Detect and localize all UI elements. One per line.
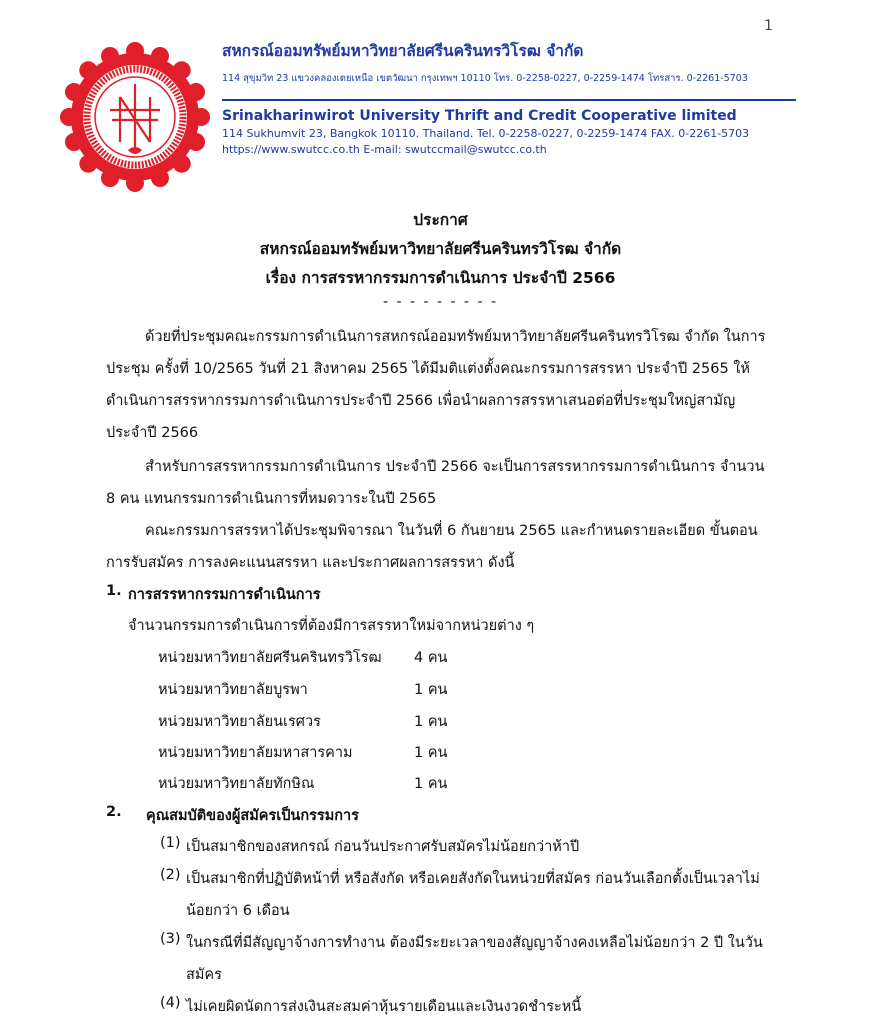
- unit-count: 1 คน: [414, 776, 448, 792]
- unit-count: 1 คน: [414, 714, 448, 730]
- title-separator: - - - - - - - - -: [382, 294, 499, 310]
- announcement-title: ประกาศ: [413, 211, 468, 229]
- english-address: 114 Sukhumvit 23, Bangkok 10110. Thailand. Tel. 0-2258-0227, 0-2259-1474 FAX. 0-2261-5703: [222, 127, 750, 140]
- paragraph-3-line-2: การรับสมัคร การลงคะแนนสรรหา และประกาศผลการสรรหา ดังนี้: [106, 555, 515, 571]
- paragraph-2-line-1: สำหรับการสรรหากรรมการดำเนินการ ประจำปี 2566 จะเป็นการสรรหากรรมการดำเนินการ จำนวน: [145, 459, 765, 475]
- paragraph-2-line-2: 8 คน แทนกรรมการดำเนินการที่หมดวาระในปี 2565: [106, 491, 437, 507]
- paragraph-1-line-1: ด้วยที่ประชุมคณะกรรมการดำเนินการสหกรณ์ออมทรัพย์มหาวิทยาลัยศรีนครินทรวิโรฒ จำกัด ในการ: [145, 329, 766, 345]
- paragraph-3-line-1: คณะกรรมการสรรหาได้ประชุมพิจารณา ในวันที่ 6 กันยายน 2565 และกำหนดรายละเอียด ขั้นตอน: [145, 523, 758, 539]
- qualification-text: ไม่เคยผิดนัดการส่งเงินสะสมค่าหุ้นรายเดือนและเงินงวดชำระหนี้: [186, 999, 582, 1015]
- qualification-number: (1): [160, 835, 181, 851]
- qualification-number: (2): [160, 867, 181, 883]
- section-1-intro: จำนวนกรรมการดำเนินการที่ต้องมีการสรรหาใหม่จากหน่วยต่าง ๆ: [128, 618, 535, 634]
- unit-name: หน่วยมหาวิทยาลัยทักษิณ: [158, 776, 315, 792]
- web-email: https://www.swutcc.co.th E-mail: swutccmail@swutcc.co.th: [222, 143, 547, 156]
- section-1-number: 1.: [106, 583, 122, 599]
- qualification-text-cont: สมัคร: [186, 967, 222, 983]
- header-thai: [222, 38, 748, 86]
- unit-count: 4 คน: [414, 650, 448, 666]
- unit-name: หน่วยมหาวิทยาลัยมหาสารคาม: [158, 745, 353, 761]
- section-1-heading: การสรรหากรรมการดำเนินการ: [128, 587, 321, 603]
- unit-name: หน่วยมหาวิทยาลัยศรีนครินทรวิโรฒ: [158, 650, 382, 666]
- cooperative-english-name: Srinakharinwirot University Thrift and Credit Cooperative limited: [222, 108, 737, 124]
- cooperative-thai-name: สหกรณ์ออมทรัพย์มหาวิทยาลัยศรีนครินทรวิโรฒ จำกัด: [222, 42, 584, 60]
- qualification-number: (3): [160, 931, 181, 947]
- unit-name: หน่วยมหาวิทยาลัยบูรพา: [158, 682, 308, 698]
- header-english: [222, 108, 749, 156]
- paragraph-1-line-4: ประจำปี 2566: [106, 425, 199, 441]
- header-rule: [222, 99, 796, 101]
- unit-count: 1 คน: [414, 745, 448, 761]
- thai-address: 114 สุขุมวิท 23 แขวงคลองเตยเหนือ เขตวัฒนา กรุงเทพฯ 10110 โทร. 0-2258-0227, 0-2259-1474 โทรสาร. 0-2261-5703: [222, 73, 748, 84]
- paragraph-1-line-3: ดำเนินการสรรหากรรมการดำเนินการประจำปี 2566 เพื่อนำผลการสรรหาเสนอต่อที่ประชุมใหญ่สามัญ: [106, 393, 736, 409]
- page-number: 1: [764, 18, 773, 34]
- cooperative-seal-logo: [60, 42, 210, 192]
- unit-name: หน่วยมหาวิทยาลัยนเรศวร: [158, 714, 321, 730]
- qualification-text-cont: น้อยกว่า 6 เดือน: [186, 903, 290, 919]
- section-2-heading: คุณสมบัติของผู้สมัครเป็นกรรมการ: [146, 808, 359, 824]
- section-2-number: 2.: [106, 804, 122, 820]
- qualification-text: ในกรณีที่มีสัญญาจ้างการทำงาน ต้องมีระยะเวลาของสัญญาจ้างคงเหลือไม่น้อยกว่า 2 ปี ในวัน: [186, 935, 763, 951]
- announcement-org: สหกรณ์ออมทรัพย์มหาวิทยาลัยศรีนครินทรวิโรฒ จำกัด: [259, 240, 622, 258]
- paragraph-1-line-2: ประชุม ครั้งที่ 10/2565 วันที่ 21 สิงหาคม 2565 ได้มีมติแต่งตั้งคณะกรรมการสรรหา ประจำปี 2565 ให้: [106, 361, 750, 377]
- qualification-text: เป็นสมาชิกที่ปฏิบัติหน้าที่ หรือสังกัด หรือเคยสังกัดในหน่วยที่สมัคร ก่อนวันเลือกตั้งเป็นเวลาไม่: [186, 871, 760, 887]
- announcement-subject: เรื่อง การสรรหากรรมการดำเนินการ ประจำปี 2566: [265, 269, 616, 287]
- qualification-number: (4): [160, 995, 181, 1011]
- unit-count: 1 คน: [414, 682, 448, 698]
- qualification-text: เป็นสมาชิกของสหกรณ์ ก่อนวันประกาศรับสมัครไม่น้อยกว่าห้าปี: [186, 839, 580, 855]
